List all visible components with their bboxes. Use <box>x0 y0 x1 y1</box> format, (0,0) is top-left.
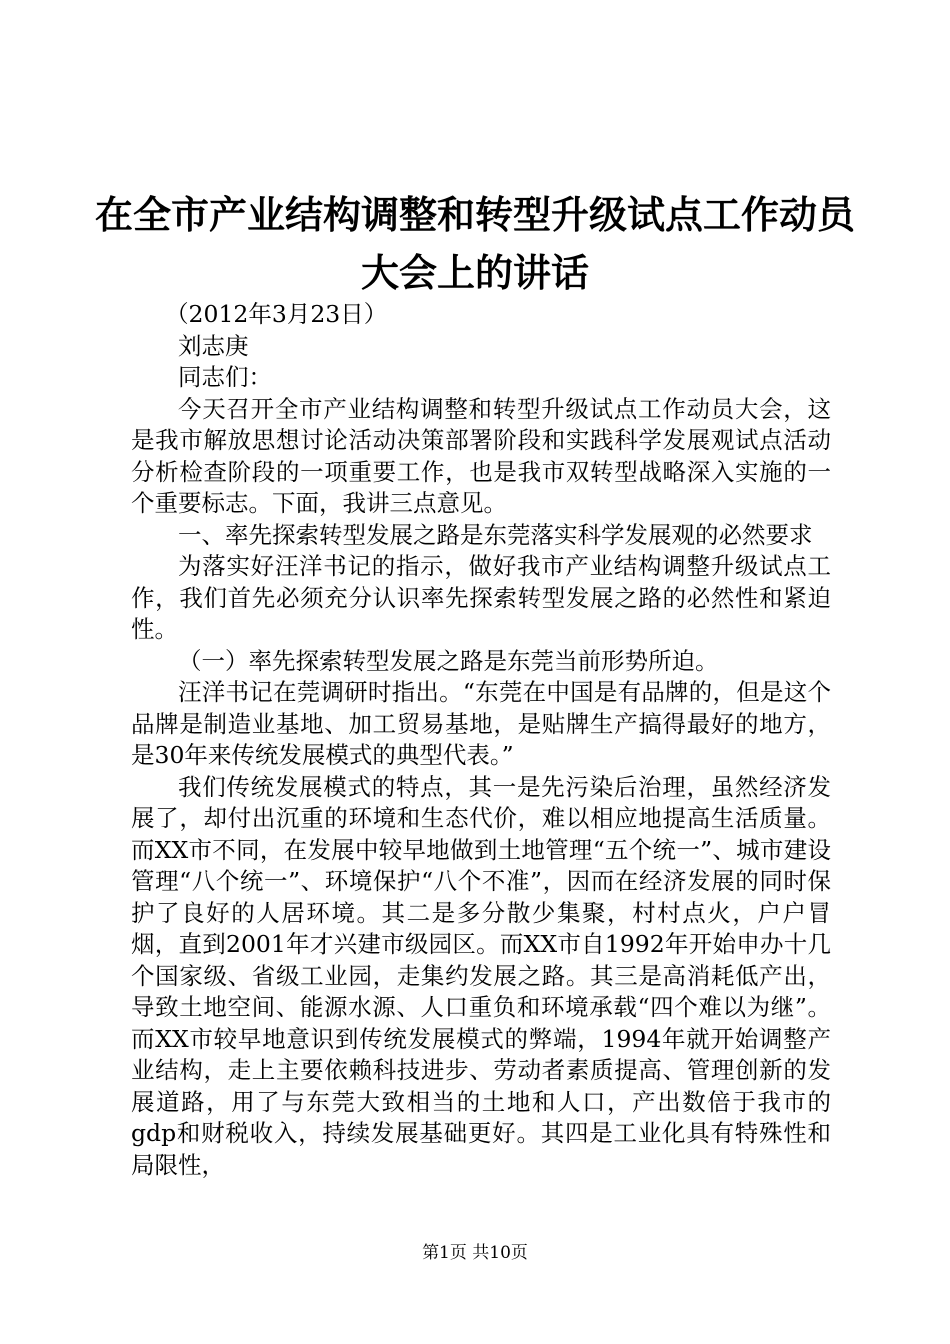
speech-greeting: 同志们： <box>178 363 272 391</box>
page-footer: 第1页 共10页 <box>422 1243 528 1263</box>
section-heading: 一、率先探索转型发展之路是东莞落实科学发展观的必然要求 <box>178 520 813 549</box>
speech-author: 刘志庚 <box>178 331 249 360</box>
body-paragraph: 我们传统发展模式的特点，其一是先污染后治理，虽然经济发展了，却付出沉重的环境和生态代价，难以相应地提高生活质量。而XX市不同，在发展中较早地做到土地管理“五个统一”、城市建设管理“八个统一”、环境保护“八个不准”，因而在经济发展的同时保护了良好的人居环境。其二是多分散少集聚，村村点火，户户冒烟，直到2001年才兴建市级园区。而XX市自1992年开始申办十几个国家级、省级工业园，走集约发展之路。其三是高消耗低产出，导致土地空间、能源水源、人口重负和环境承载“四个难以为继”。而XX市较早地意识到传统发展模式的弊端，1994年就开始调整产业结构，走上主要依赖科技进步、劳动者素质提高、管理创新的发展道路，用了与东莞大致相当的土地和人口，产出数倍于我市的gdp和财税收入，持续发展基础更好。其四是工业化具有特殊性和局限性， <box>131 772 831 1179</box>
document-title-line-2: 大会上的讲话 <box>360 250 589 295</box>
document-body <box>131 299 831 1181</box>
body-paragraph: 今天召开全市产业结构调整和转型升级试点工作动员大会，这是我市解放思想讨论活动决策部署阶段和实践科学发展观试点活动分析检查阶段的一项重要工作，也是我市双转型战略深入实施的一个重要标志。下面，我讲三点意见。 <box>131 394 831 517</box>
document-title-line-1: 在全市产业结构调整和转型升级试点工作动员 <box>94 192 855 237</box>
body-paragraph: 为落实好汪洋书记的指示，做好我市产业结构调整升级试点工作，我们首先必须充分认识率先探索转型发展之路的必然性和紧迫性。 <box>131 552 831 643</box>
body-paragraph: 汪洋书记在莞调研时指出。“东莞在中国是有品牌的，但是这个品牌是制造业基地、加工贸易基地，是贴牌生产搞得最好的地方，是30年来传统发展模式的典型代表。” <box>131 678 831 769</box>
speech-date: （2012年3月23日） <box>165 300 388 328</box>
subsection-heading: （一）率先探索转型发展之路是东莞当前形势所迫。 <box>178 646 719 675</box>
